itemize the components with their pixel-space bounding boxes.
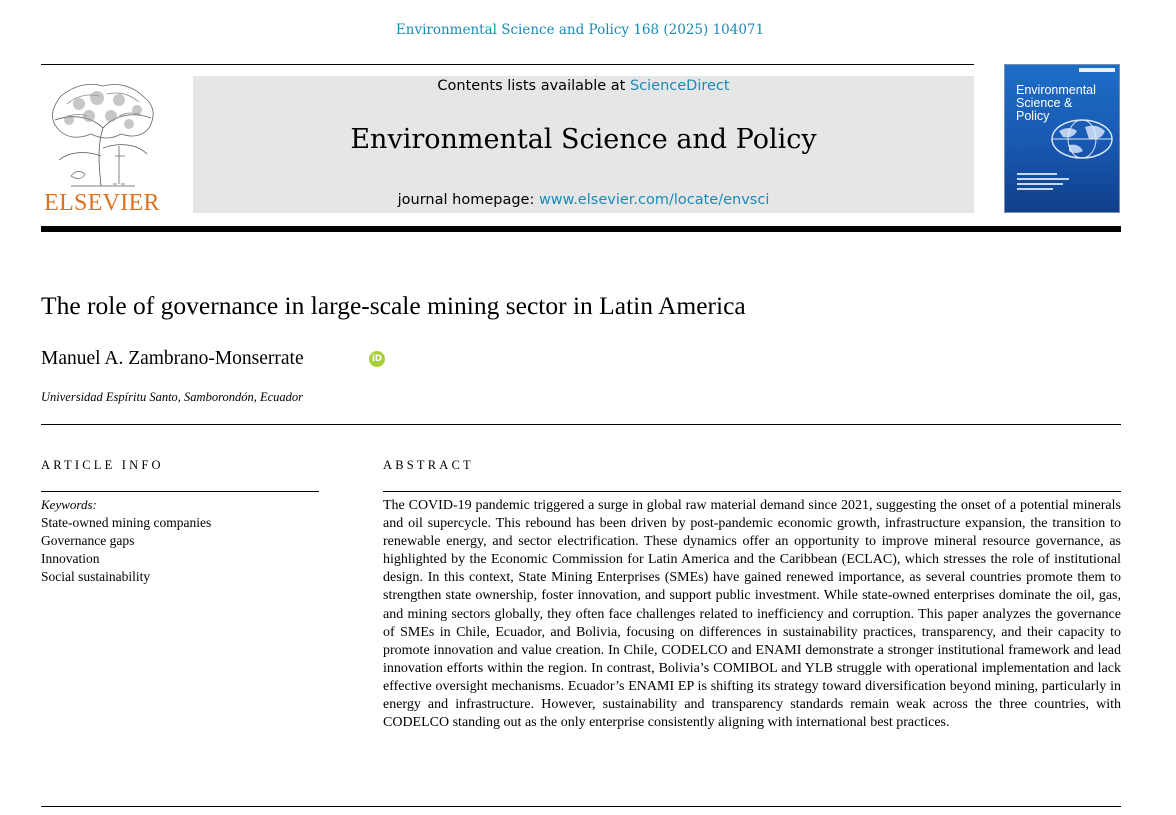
globe-icon <box>1049 117 1115 161</box>
homepage-line <box>193 192 974 208</box>
homepage-link[interactable]: www.elsevier.com/locate/envsci <box>538 192 770 208</box>
abstract-heading: ABSTRACT <box>383 458 474 472</box>
header-thick-rule <box>41 226 1121 232</box>
keyword-item[interactable]: Innovation <box>41 551 100 566</box>
header-top-rule <box>41 64 974 65</box>
sciencedirect-link[interactable]: ScienceDirect <box>629 78 730 94</box>
contents-prefix: Contents lists available at <box>437 78 630 94</box>
cover-issue-strip <box>1079 68 1115 72</box>
keyword-item[interactable]: Governance gaps <box>41 533 135 548</box>
cover-title-line: Science & <box>1016 96 1073 110</box>
cover-editors-text <box>1017 173 1087 193</box>
keyword-item[interactable]: State-owned mining companies <box>41 515 212 530</box>
orcid-icon[interactable]: iD <box>369 351 385 367</box>
author-name[interactable]: Manuel A. Zambrano-Monserrate <box>41 348 304 369</box>
keywords-label: Keywords: <box>41 497 97 512</box>
article-info-heading: ARTICLE INFO <box>41 458 164 472</box>
abstract-bottom-rule <box>41 806 1121 807</box>
journal-citation[interactable]: Environmental Science and Policy 168 (2025) 104071 <box>395 22 765 38</box>
abstract-rule <box>383 491 1121 492</box>
contents-line <box>193 78 974 94</box>
title-divider <box>41 424 1121 425</box>
journal-cover-thumbnail[interactable] <box>1004 64 1120 213</box>
article-info-rule <box>41 491 319 492</box>
cover-title-line: Policy <box>1016 109 1050 123</box>
journal-name: Environmental Science and Policy <box>350 124 817 155</box>
homepage-prefix: journal homepage: <box>397 192 539 208</box>
keyword-item[interactable]: Social sustainability <box>41 569 151 584</box>
abstract-text: The COVID-19 pandemic triggered a surge in global raw material demand since 2021, suggesting the onset of a potential minerals and oil supercycle. This rebound has been driven by post-pandemic economic growth, infrastructure expansion, the transition to renewable energy, and sector electrification. These dynamics offer an opportunity to improve mineral resource governance, as highlighted by the Economic Commission for Latin America and the Caribbean (ECLAC), which stresses the role of institutional design. In this context, State Mining Enterprises (SMEs) have gained renewed importance, as several countries promote them to strengthen state ownership, foster innovation, and support public investment. While state-owned enterprises dominate the oil, gas, and mining sectors globally, they often face challenges related to inefficiency and corruption. This paper analyzes the governance of SMEs in Chile, Ecuador, and Bolivia, focusing on differences in sustainability practices, transparency, and their capacity to promote innovation and value creation. In Chile, CODELCO and ENAMI demonstrate a stronger institutional framework and lead innovation efforts within the region. In contrast, Bolivia’s COMIBOL and YLB struggle with operational implementation and lack effective oversight mechanisms. Ecuador’s ENAMI EP is shifting its strategy toward diversification beyond mining, particularly in energy and infrastructure. However, sustainability and transparency standards remain weak across the three countries, with CODELCO standing out as the only enterprise consistently aligning with international best practices. <box>383 498 1121 731</box>
article-title: The role of governance in large-scale mining sector in Latin America <box>41 291 746 320</box>
keyword-list <box>41 514 211 586</box>
elsevier-wordmark: ELSEVIER <box>44 190 160 216</box>
author-affiliation: Universidad Espíritu Santo, Samborondón, Ecuador <box>41 390 304 404</box>
cover-title-line: Environmental <box>1016 83 1096 97</box>
